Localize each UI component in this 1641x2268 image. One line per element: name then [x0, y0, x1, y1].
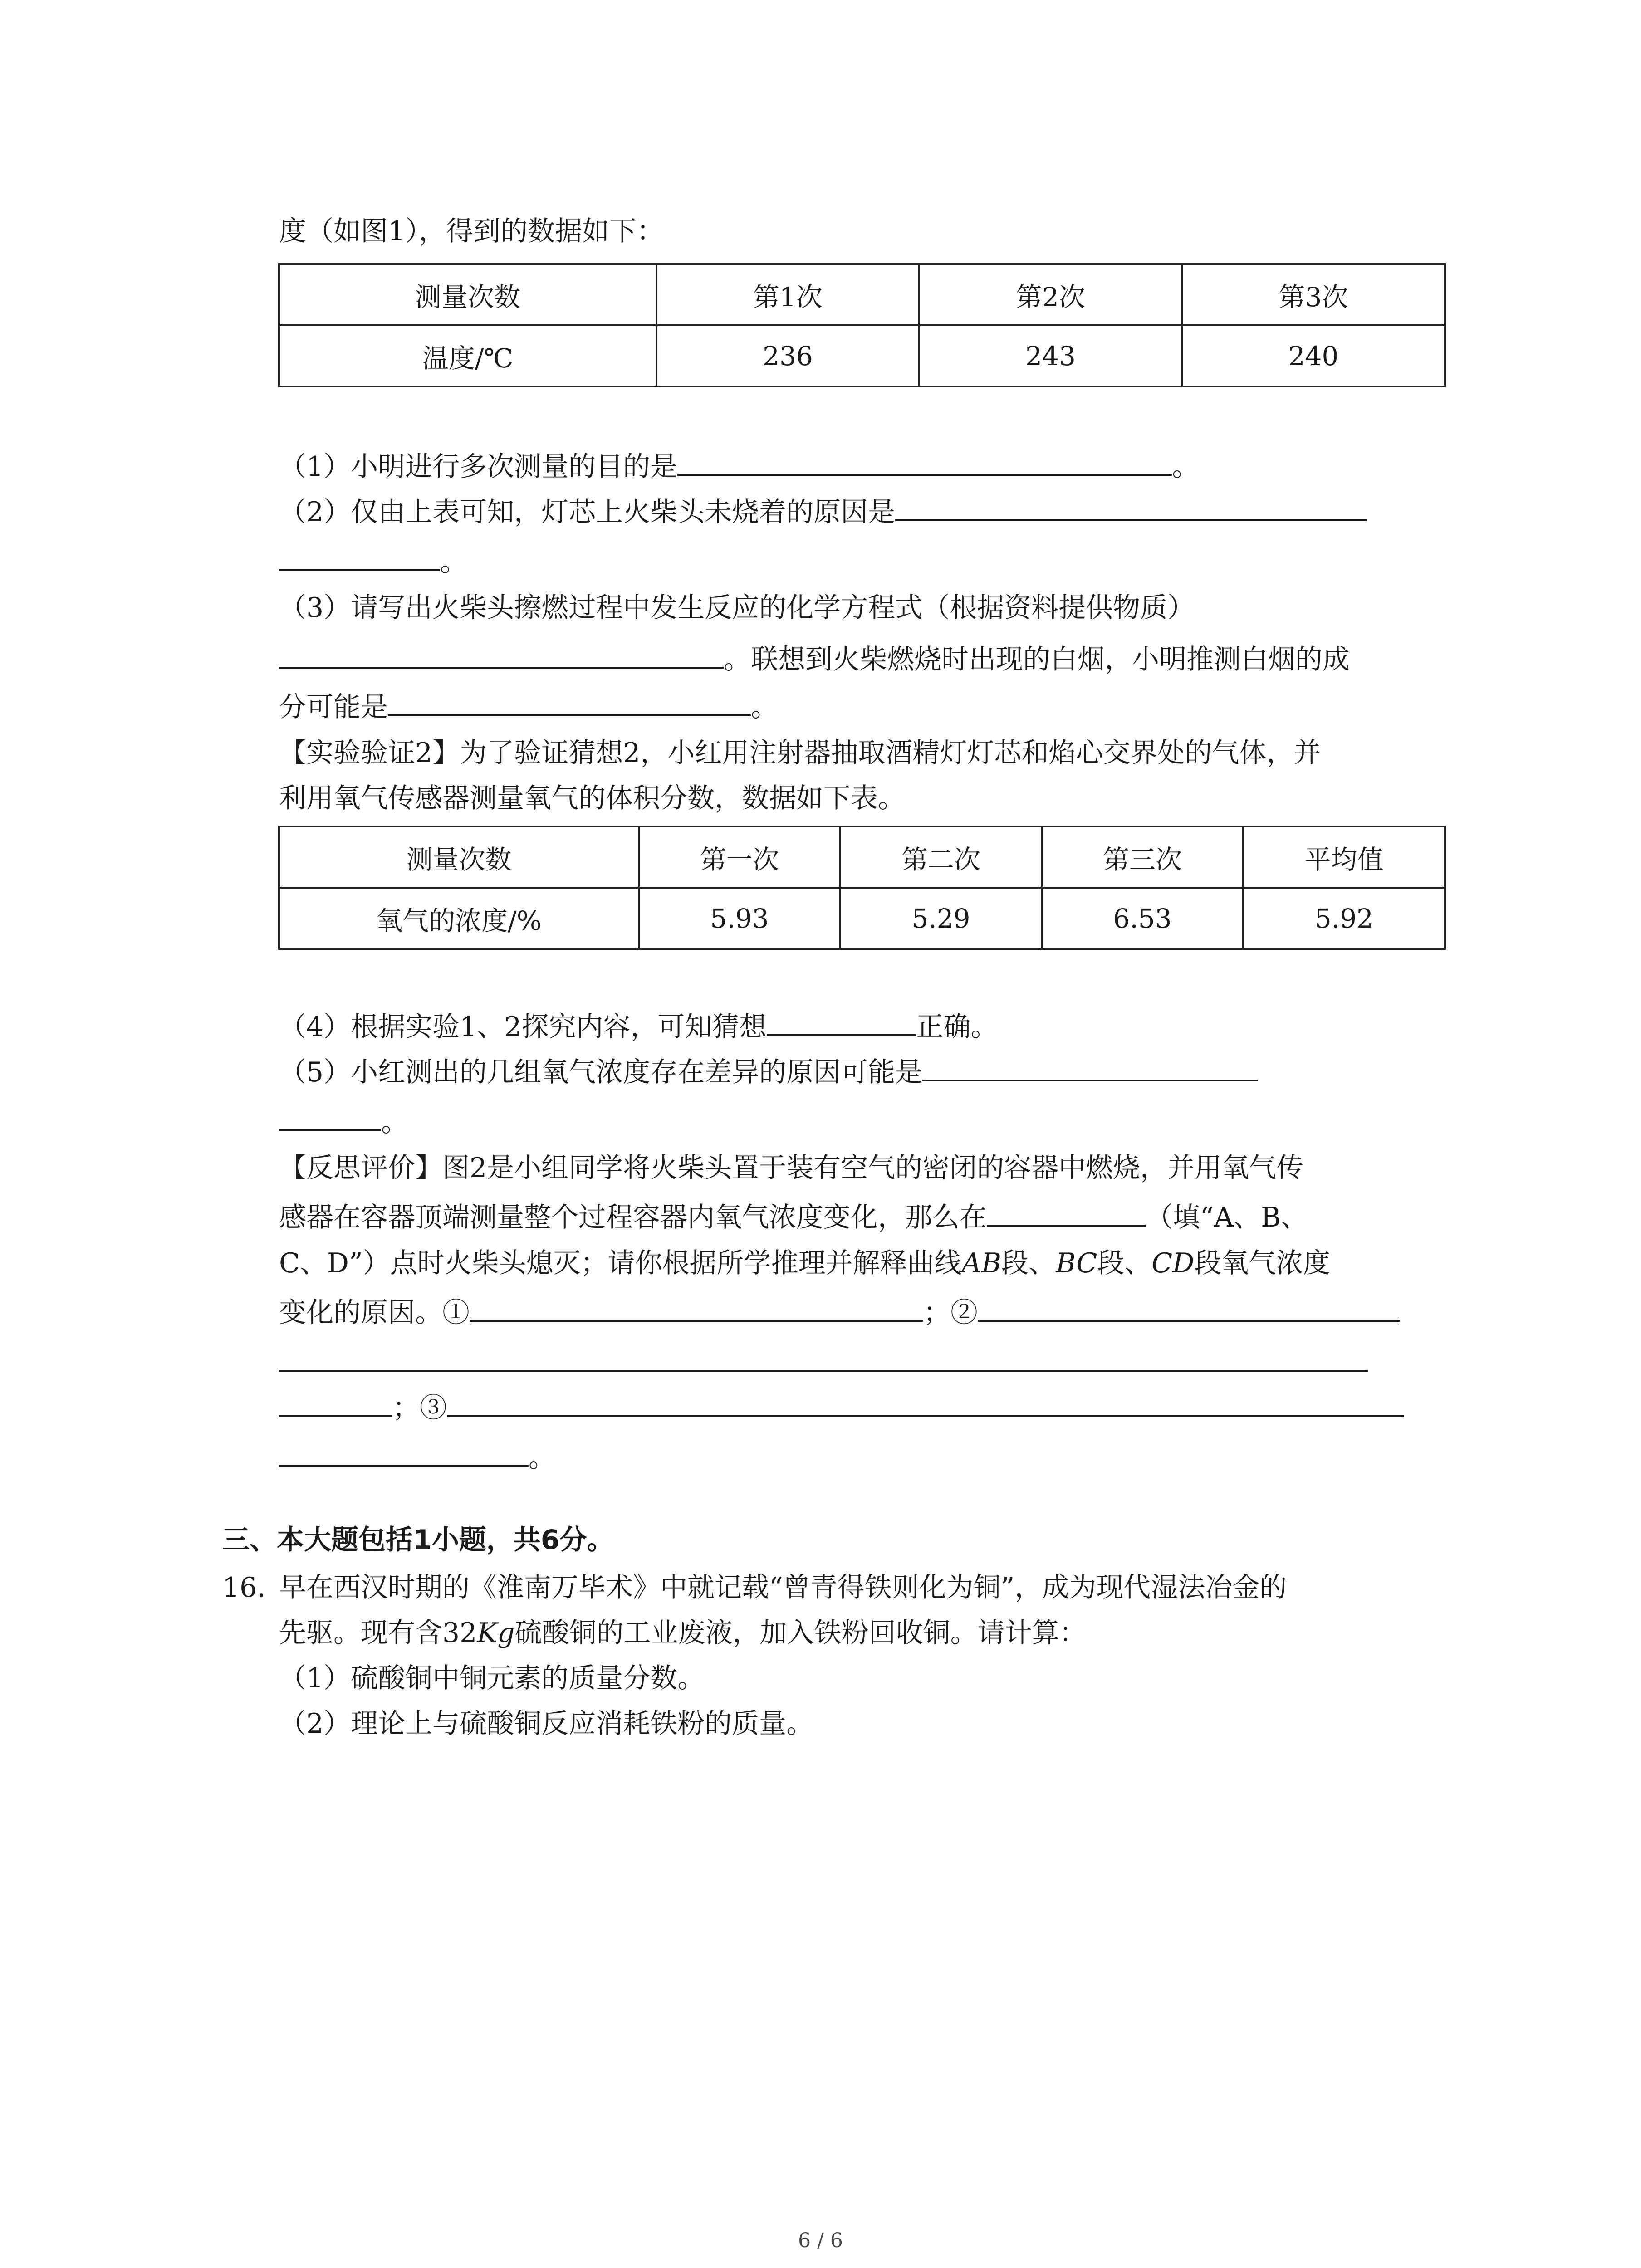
- question-1: [279, 447, 1199, 485]
- oxygen-table: [278, 826, 1446, 950]
- table-cell: 236: [656, 325, 919, 386]
- separator: ；③: [392, 1392, 447, 1424]
- question-4-end: 正确。: [916, 1011, 998, 1043]
- table-row: [279, 888, 1445, 949]
- table-cell: 第一次: [639, 826, 840, 888]
- table-cell: 240: [1182, 325, 1445, 386]
- segment-word: 段氧气浓度: [1194, 1247, 1331, 1279]
- table-cell: 6.53: [1042, 888, 1243, 949]
- unit-kg: Kg: [477, 1617, 515, 1649]
- question-4-text: （4）根据实验1、2探究内容，可知猜想: [279, 1011, 767, 1043]
- question-3-mid: 。联想到火柴燃烧时出现的白烟，小明推测白烟的成: [724, 644, 1350, 675]
- table-cell: 氧气的浓度/%: [279, 888, 639, 949]
- question-2-end: 。: [440, 546, 467, 578]
- question-3-prefix: 分可能是: [279, 691, 388, 723]
- table-cell: 第三次: [1042, 826, 1243, 888]
- segment-cd: CD: [1151, 1247, 1195, 1279]
- table-cell: 测量次数: [279, 264, 656, 325]
- question-2-cont: [279, 542, 467, 580]
- verify2-line2: 利用氧气传感器测量氧气的体积分数，数据如下表。: [279, 782, 905, 814]
- question-16-line2: [279, 1615, 1087, 1651]
- reflect-line6: [279, 1388, 1404, 1426]
- table-row: [279, 325, 1445, 386]
- answer-blank-reason-3a[interactable]: [447, 1388, 1404, 1417]
- answer-blank-3a[interactable]: [279, 640, 724, 669]
- answer-blank-reason-2a[interactable]: [978, 1293, 1400, 1322]
- table-header-row: [279, 826, 1445, 888]
- question-3-line2: [279, 640, 1350, 678]
- reflect-line3: [279, 1245, 1330, 1281]
- reflect-line4-text: 变化的原因。①: [279, 1297, 470, 1329]
- answer-blank-5b[interactable]: [279, 1102, 381, 1131]
- table-cell: 第1次: [656, 264, 919, 325]
- answer-blank-reason-3b[interactable]: [279, 1438, 529, 1467]
- table-cell: 5.29: [840, 888, 1042, 949]
- question-2-text: （2）仅由上表可知，灯芯上火柴头未烧着的原因是: [279, 496, 896, 528]
- question-16-number: 16.: [222, 1572, 266, 1603]
- question-3-line3: [279, 687, 778, 725]
- question-3-end: 。: [751, 691, 778, 723]
- separator: ；②: [923, 1297, 978, 1329]
- table-cell: 第3次: [1182, 264, 1445, 325]
- answer-blank-2b[interactable]: [279, 542, 440, 571]
- question-5-cont: [279, 1102, 408, 1140]
- reflect-line2-text: 感器在容器顶端测量整个过程容器内氧气浓度变化，那么在: [279, 1202, 987, 1233]
- table-cell: 5.92: [1243, 888, 1445, 949]
- answer-blank-reason-1[interactable]: [470, 1293, 923, 1322]
- question-2: [279, 492, 1367, 530]
- answer-blank-5a[interactable]: [922, 1052, 1258, 1081]
- answer-blank-4[interactable]: [767, 1007, 916, 1036]
- question-16-sub2: （2）理论上与硫酸铜反应消耗铁粉的质量。: [279, 1708, 814, 1740]
- question-16-text-cont: 硫酸铜的工业废液，加入铁粉回收铜。请计算：: [514, 1617, 1087, 1649]
- question-1-end: 。: [1172, 451, 1200, 483]
- answer-blank-3b[interactable]: [388, 687, 751, 716]
- table-cell: 平均值: [1243, 826, 1445, 888]
- table-header-row: [279, 264, 1445, 325]
- table-cell: 测量次数: [279, 826, 639, 888]
- section-3-title: 三、本大题包括1小题，共6分。: [222, 1524, 614, 1556]
- page-number: 6 / 6: [798, 2229, 843, 2252]
- question-5-text: （5）小红测出的几组氧气浓度存在差异的原因可能是: [279, 1056, 923, 1088]
- segment-bc: BC: [1056, 1247, 1097, 1279]
- reflect-line4: [279, 1293, 1400, 1331]
- question-5-end: 。: [381, 1106, 408, 1138]
- answer-blank-reason-2c[interactable]: [279, 1388, 392, 1417]
- table-cell: 温度/℃: [279, 325, 656, 386]
- answer-blank-point[interactable]: [987, 1198, 1146, 1227]
- answer-blank-2a[interactable]: [895, 492, 1367, 521]
- reflect-end: 。: [529, 1442, 556, 1474]
- question-4: [279, 1007, 998, 1045]
- table-cell: 第2次: [919, 264, 1182, 325]
- table-cell: 5.93: [639, 888, 840, 949]
- table-cell: 第二次: [840, 826, 1042, 888]
- segment-word: 段、: [1097, 1247, 1152, 1279]
- segment-word: 段、: [1001, 1247, 1056, 1279]
- answer-blank-1[interactable]: [677, 447, 1172, 476]
- verify2-line1: 【实验验证2】为了验证猜想2，小红用注射器抽取酒精灯灯芯和焰心交界处的气体，并: [279, 737, 1321, 769]
- question-3-line1: （3）请写出火柴头擦燃过程中发生反应的化学方程式（根据资料提供物质）: [279, 592, 1195, 624]
- reflect-line7: [279, 1438, 556, 1476]
- temperature-table: [278, 263, 1446, 387]
- question-5: [279, 1052, 1258, 1090]
- answer-line-reason-2b[interactable]: [279, 1370, 1368, 1372]
- segment-ab: AB: [961, 1247, 1002, 1279]
- table-cell: 243: [919, 325, 1182, 386]
- reflect-line2-suffix: （填“A、B、: [1146, 1202, 1308, 1233]
- question-16-text: 先驱。现有含32: [279, 1617, 477, 1649]
- question-1-text: （1）小明进行多次测量的目的是: [279, 451, 678, 483]
- question-16-line1: 早在西汉时期的《淮南万毕术》中就记载“曾青得铁则化为铜”，成为现代湿法冶金的: [279, 1572, 1287, 1603]
- reflect-line2: [279, 1198, 1308, 1236]
- intro-line: 度（如图1），得到的数据如下：: [279, 215, 664, 247]
- reflect-line3-text: C、D”）点时火柴头熄灭；请你根据所学推理并解释曲线: [279, 1247, 962, 1279]
- question-16-sub1: （1）硫酸铜中铜元素的质量分数。: [279, 1662, 705, 1694]
- reflect-line1: 【反思评价】图2是小组同学将火柴头置于装有空气的密闭的容器中燃烧，并用氧气传: [279, 1152, 1304, 1184]
